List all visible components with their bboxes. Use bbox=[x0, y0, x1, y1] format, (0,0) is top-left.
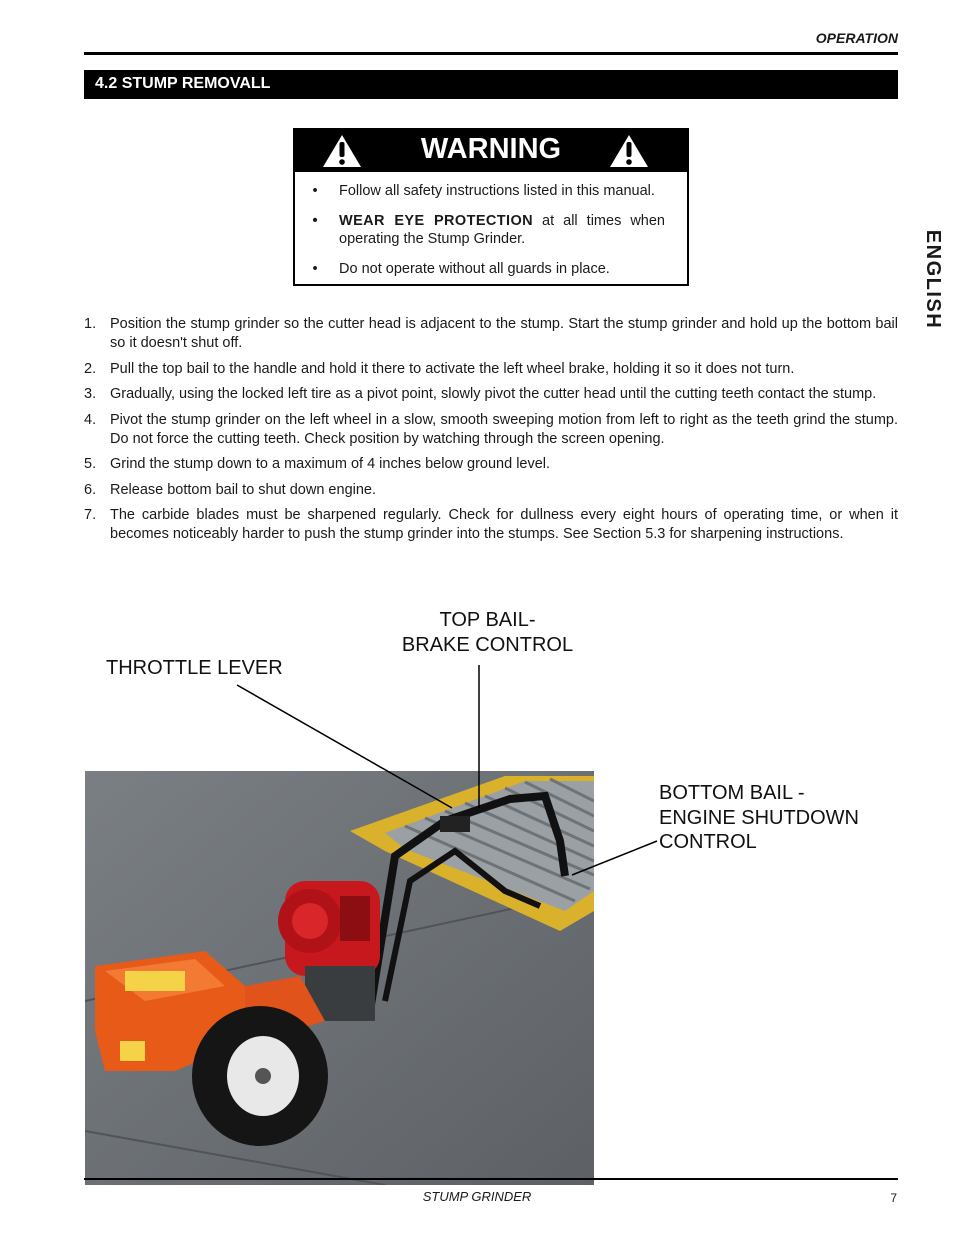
warning-item-text: Do not operate without all guards in place. bbox=[339, 261, 610, 277]
warning-header bbox=[295, 130, 687, 172]
stump-grinder-illustration bbox=[85, 771, 594, 1185]
callout-line: CONTROL bbox=[659, 831, 757, 853]
step-number: 1. bbox=[84, 316, 97, 332]
callout-line: BOTTOM BAIL - bbox=[659, 782, 805, 804]
warning-item bbox=[309, 212, 665, 248]
step-number: 2. bbox=[84, 360, 97, 377]
warning-list bbox=[295, 172, 687, 278]
bullet: • bbox=[312, 213, 318, 229]
step-number: 6. bbox=[84, 481, 97, 498]
step-item bbox=[84, 481, 898, 500]
callout-top-bail bbox=[390, 608, 585, 657]
step-number: 4. bbox=[84, 411, 97, 428]
callout-line: ENGINE SHUTDOWN bbox=[659, 806, 859, 829]
step-item bbox=[84, 411, 898, 449]
step-item bbox=[84, 360, 898, 379]
callout-bottom-bail bbox=[659, 781, 859, 855]
header-divider bbox=[84, 52, 898, 55]
warning-box bbox=[293, 128, 689, 286]
stump-grinder-photo bbox=[85, 771, 594, 1185]
section-title: 4.2 STUMP REMOVALL bbox=[84, 70, 898, 99]
page-number: 7 bbox=[890, 1191, 897, 1205]
step-text: Gradually, using the locked left tire as a pivot point, slowly pivot the cutter head until the cutting teeth contact the stump. bbox=[110, 386, 877, 402]
warning-triangle-icon bbox=[609, 134, 649, 168]
step-text: Pull the top bail to the handle and hold it there to activate the left wheel brake, holding it so it does not turn. bbox=[110, 360, 795, 377]
step-number: 7. bbox=[84, 507, 97, 523]
language-label: ENGLISH bbox=[922, 229, 944, 330]
warning-item bbox=[309, 182, 665, 200]
warning-item-text: Follow all safety instructions listed in this manual. bbox=[339, 183, 655, 199]
procedure-steps bbox=[84, 315, 898, 551]
warning-item-emphasis: WEAR EYE PROTECTION bbox=[339, 213, 534, 229]
step-text: The carbide blades must be sharpened regularly. Check for dullness every eight hours of operating time, or when it becomes noticeably harder to push the stump grinder into the stumps. See Section 5.3 for sharpening instructions. bbox=[110, 507, 898, 542]
step-item bbox=[84, 315, 898, 353]
step-item bbox=[84, 455, 898, 474]
warning-item bbox=[309, 260, 665, 278]
language-tab bbox=[921, 222, 943, 337]
warning-item-text: at all times when operating the Stump Grinder. bbox=[339, 213, 665, 247]
step-item bbox=[84, 506, 898, 544]
step-item bbox=[84, 385, 898, 404]
step-number: 3. bbox=[84, 386, 97, 402]
running-header: OPERATION bbox=[815, 30, 898, 46]
step-number: 5. bbox=[84, 456, 97, 472]
step-text: Release bottom bail to shut down engine. bbox=[110, 481, 377, 498]
warning-title: WARNING bbox=[420, 133, 562, 165]
bullet: • bbox=[312, 183, 318, 199]
step-text: Position the stump grinder so the cutter head is adjacent to the stump. Start the stump grinder and hold up the bottom bail so it doesn't shut off. bbox=[110, 316, 898, 351]
footer-divider bbox=[84, 1178, 898, 1180]
callout-line: TOP BAIL- bbox=[439, 609, 536, 631]
callout-line: BRAKE CONTROL bbox=[401, 633, 574, 656]
step-text: Pivot the stump grinder on the left wheel in a slow, smooth sweeping motion from left to right as the teeth grind the stump. Do not force the cutting teeth. Check position by watching through the screen opening. bbox=[110, 411, 898, 447]
footer-title: STUMP GRINDER bbox=[422, 1189, 532, 1204]
step-text: Grind the stump down to a maximum of 4 inches below ground level. bbox=[110, 456, 551, 472]
callout-throttle-lever: THROTTLE LEVER bbox=[106, 657, 283, 679]
bullet: • bbox=[312, 261, 318, 277]
